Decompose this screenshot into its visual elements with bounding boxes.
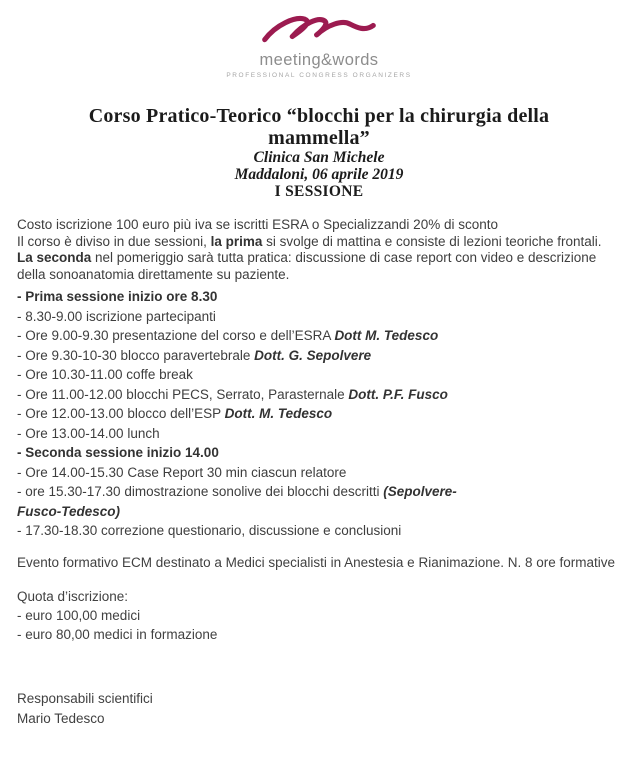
program-item: - Ore 13.00-14.00 lunch: [17, 425, 160, 441]
description-text-2: si svolge di mattina e consiste di lezioni teoriche frontali.: [262, 233, 602, 249]
description-text-3: nel pomeriggio sarà tutta pratica: discussione di case report con video e descrizione della sonoanatomia direttamente su paziente.: [17, 250, 597, 282]
speaker-name: Dott. P.F. Fusco: [348, 386, 448, 402]
program-item-session2-header: - Seconda sessione inizio 14.00: [17, 445, 219, 460]
document-body: [17, 217, 618, 729]
fee-item: - euro 80,00 medici in formazione: [17, 627, 218, 642]
program-item: - Ore 12.00-13.00 blocco dell’ESP Dott. M. Tedesco: [17, 406, 333, 421]
program-item-session1-header: - Prima sessione inizio ore 8.30: [17, 289, 218, 304]
responsibles-label: Responsabili scientifici: [17, 691, 153, 706]
session-label: I SESSIONE: [274, 183, 364, 200]
logo: [0, 0, 638, 79]
program-item-wrap: [17, 502, 618, 522]
logo-swoosh-icon: [260, 12, 378, 50]
speaker-name: (Sepolvere-: [383, 484, 457, 499]
logo-tagline: PROFESSIONAL CONGRESS ORGANIZERS: [226, 72, 412, 79]
program-item: - Ore 11.00-12.00 blocchi PECS, Serrato, Parasternale Dott. P.F. Fusco: [17, 386, 448, 402]
speaker-name: Dott M. Tedesco: [334, 328, 439, 343]
program-item: - Ore 14.00-15.30 Case Report 30 min ciascun relatore: [17, 464, 347, 480]
speaker-name: Dott. M. Tedesco: [224, 406, 333, 421]
place-date-line: Maddaloni, 06 aprile 2019: [234, 166, 404, 183]
logo-brand-text: meeting&words: [259, 51, 379, 69]
fee-item: - euro 100,00 medici: [17, 608, 141, 623]
ecm-note: Evento formativo ECM destinato a Medici specialisti in Anestesia e Rianimazione. N. 8 ore formative: [17, 554, 616, 570]
description-bold-first: la prima: [210, 233, 263, 249]
program-item: - Ore 10.30-11.00 coffe break: [17, 367, 193, 382]
program-item: - 17.30-18.30 correzione questionario, discussione e conclusioni: [17, 523, 402, 538]
venue-line: Clinica San Michele: [253, 149, 385, 166]
responsible-name: Mario Tedesco: [17, 711, 105, 726]
course-title-line1: Corso Pratico-Teorico “blocchi per la chirurgia della: [88, 105, 550, 127]
course-description: [17, 234, 618, 284]
scientific-responsibles: [17, 689, 618, 729]
course-title: [0, 105, 638, 149]
cost-text: Costo iscrizione 100 euro più iva se iscritti ESRA o Specializzandi 20% di sconto: [17, 217, 498, 232]
speaker-name: Fusco-Tedesco): [17, 503, 121, 519]
fees-section: [17, 587, 618, 644]
program-item: - Ore 9.00-9.30 presentazione del corso e dell’ESRA Dott M. Tedesco: [17, 328, 439, 343]
program-item: - ore 15.30-17.30 dimostrazione sonolive dei blocchi descritti (Sepolvere-: [17, 484, 457, 499]
description-bold-second: La seconda: [17, 250, 92, 265]
fees-heading: Quota d’iscrizione:: [17, 589, 129, 604]
cost-line: [17, 217, 618, 234]
speaker-name: Dott. G. Sepolvere: [254, 347, 372, 363]
program-item: - Ore 9.30-10-30 blocco paravertebrale Dott. G. Sepolvere: [17, 347, 372, 363]
description-text: Il corso è diviso in due sessioni,: [17, 233, 211, 249]
header: [0, 105, 638, 200]
course-title-line2: mammella”: [268, 127, 370, 149]
program-item: - 8.30-9.00 iscrizione partecipanti: [17, 308, 216, 324]
intro-section: [17, 217, 618, 283]
program-list: [17, 287, 618, 541]
